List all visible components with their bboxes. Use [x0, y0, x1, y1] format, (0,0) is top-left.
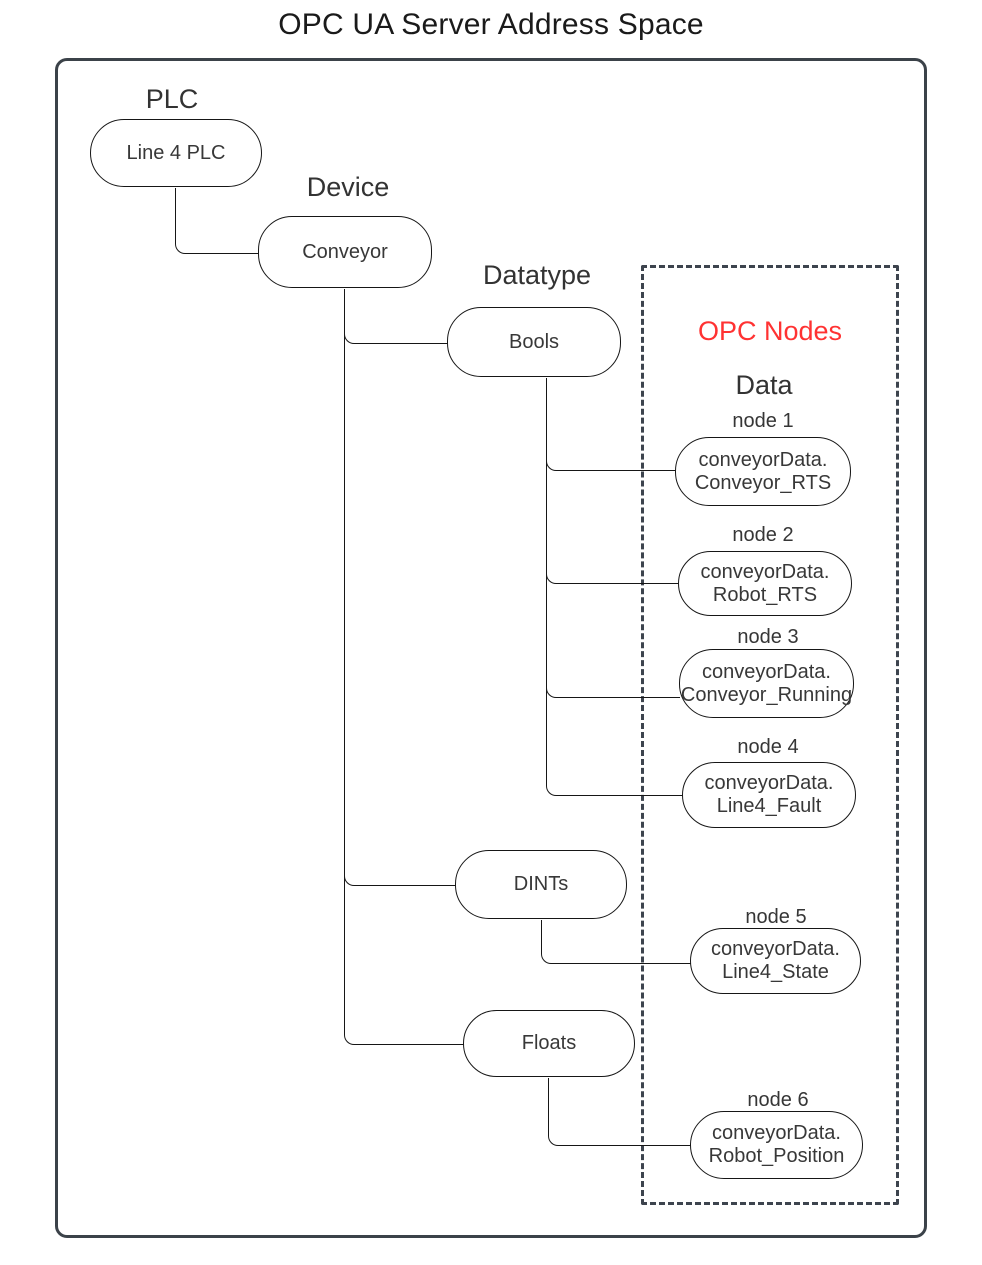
opc-node1-id: node 1	[732, 410, 794, 432]
opc-node5	[690, 928, 861, 994]
connector-bools-node4	[546, 378, 683, 796]
opc-node4	[682, 762, 856, 828]
connector-plc-conveyor	[175, 188, 259, 254]
connector-conveyor-floats	[344, 289, 464, 1045]
group-label-opc-nodes: OPC Nodes	[697, 316, 843, 346]
opc-node2	[678, 551, 852, 616]
opc-node6-line2: Robot_Position	[708, 1145, 845, 1167]
opc-node2-id: node 2	[732, 524, 794, 546]
opc-node5-line2: Line4_State	[722, 961, 829, 983]
opc-node5-line1: conveyorData.	[711, 938, 840, 960]
opc-node1-line1: conveyorData.	[698, 448, 828, 471]
opc-node3-id: node 3	[737, 626, 799, 648]
node-bools	[447, 307, 621, 377]
node-line4-plc-label: Line 4 PLC	[126, 141, 226, 164]
group-label-data: Data	[735, 370, 793, 400]
connector-floats-node6	[548, 1078, 691, 1146]
node-bools-label: Bools	[508, 330, 560, 353]
node-conveyor	[258, 216, 432, 288]
opc-node4-line2: Line4_Fault	[716, 795, 822, 817]
opc-node4-id: node 4	[737, 736, 799, 758]
connector-dints-node5	[541, 920, 691, 964]
opc-node3-line2: Conveyor_Running	[680, 683, 853, 706]
opc-node2-line1: conveyorData.	[700, 560, 830, 583]
opc-node1	[675, 437, 851, 506]
node-dints-label: DINTs	[513, 873, 569, 895]
node-floats-label: Floats	[521, 1032, 577, 1054]
opc-node3-line1: conveyorData.	[702, 660, 831, 683]
group-label-plc: PLC	[145, 84, 199, 114]
group-label-device: Device	[306, 172, 390, 202]
node-line4-plc	[90, 119, 262, 187]
node-conveyor-label: Conveyor	[302, 240, 388, 263]
opc-node5-id: node 5	[745, 906, 807, 928]
opc-node6	[690, 1111, 863, 1179]
group-label-datatype: Datatype	[482, 260, 592, 290]
opc-node2-line2: Robot_RTS	[712, 583, 818, 606]
opc-node6-line1: conveyorData.	[712, 1122, 841, 1144]
node-dints	[455, 850, 627, 919]
opc-node3	[679, 649, 854, 718]
opc-node6-id: node 6	[747, 1089, 809, 1111]
opc-node4-line1: conveyorData.	[704, 772, 834, 794]
diagram-title: OPC UA Server Address Space	[278, 8, 704, 41]
node-floats	[463, 1010, 635, 1077]
opc-node1-line2: Conveyor_RTS	[694, 471, 832, 494]
